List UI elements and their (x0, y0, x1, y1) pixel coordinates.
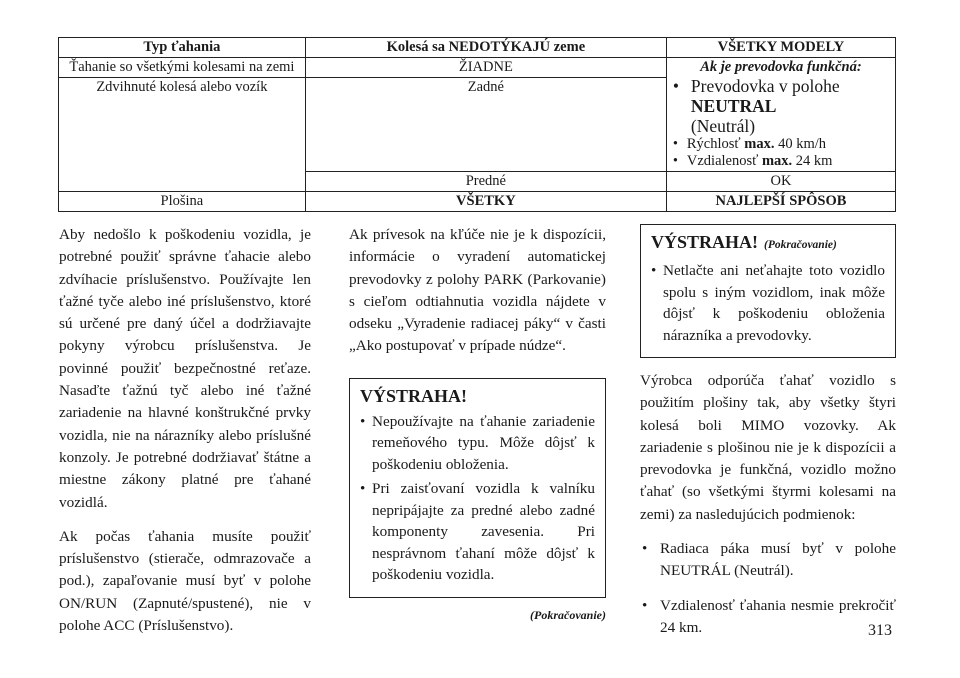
bullet-icon: • (642, 596, 648, 614)
table-header-row (59, 38, 896, 58)
cell-wheels: ŽIADNE (305, 58, 666, 78)
table-row (59, 58, 896, 78)
text: VÝSTRAHA! (651, 232, 759, 252)
list-item (671, 153, 891, 170)
warning-box (640, 224, 896, 358)
column-middle (349, 224, 606, 626)
warning-list (360, 411, 595, 586)
warning-title (651, 231, 885, 256)
list-item (651, 260, 885, 346)
list-item (640, 595, 896, 640)
table-row (59, 192, 896, 212)
continued-note: (Pokračovanie) (530, 607, 606, 622)
text-bold: NEUTRAL (690, 96, 777, 116)
paragraph: Aby nedošlo k poškodeniu vozidla, je potrebné použiť správne ťahacie alebo zdvíhacie príslušenstvo. Používajte len ťažné tyče alebo iné príslušenstvo, ktoré sú určené pre daný účel a dodržiavajte pokyny výrobcu príslušenstva. Je povinné použiť bezpečnostné reťaze. Nasaďte ťažnú tyč alebo iné ťažné zariadenie na hlavné konštrukčné prvky vozidla, nie na nárazníky alebo príslušné konzoly. Je potrebné dodržiavať štátne a miestne zákony platné pre ťahané vozidlá. (59, 226, 311, 511)
cell-wheels: Zadné (305, 78, 666, 172)
text: Prevodovka v polohe (690, 76, 840, 96)
text: 24 km (792, 153, 833, 169)
condition-label: Ak je prevodovka funkčná: (700, 59, 862, 75)
text: 40 km/h (774, 136, 827, 152)
cell-all-models-conditions (666, 58, 895, 172)
text-bold: max. (744, 136, 775, 152)
bullet-icon: • (642, 540, 648, 558)
list-item (671, 76, 891, 136)
list-item (640, 538, 896, 583)
column-right (640, 224, 896, 651)
warning-title: VÝSTRAHA! (360, 385, 468, 406)
bullet-icon: • (360, 480, 366, 498)
bullet-icon: • (672, 153, 678, 169)
list-item (671, 136, 891, 153)
text: Radiaca páka musí byť v polohe NEUTRÁL (Neutrál). (660, 540, 896, 580)
cell-tow-type: Zdvihnuté kolesá alebo vozík (59, 78, 306, 192)
text: Vzdialenosť ťahania nesmie prekročiť 24 km. (660, 596, 896, 636)
cell-wheels: VŠETKY (305, 192, 666, 212)
list-item (360, 411, 595, 476)
text: Rýchlosť (686, 136, 745, 152)
header-tow-type: Typ ťahania (59, 38, 306, 58)
list-item (360, 478, 595, 586)
text: Pri zaisťovaní vozidla k valníku nepripájajte za predné alebo zadné komponenty zavesenia. Pri nesprávnom ťahaní môže dôjsť k poškodeniu vozidla. (372, 480, 595, 584)
cell-wheels: Predné (305, 172, 666, 192)
column-left (59, 224, 311, 649)
towing-table (58, 37, 896, 212)
text-bold: max. (761, 153, 793, 169)
page-number: 313 (868, 622, 892, 639)
text: Vzdialenosť (686, 153, 762, 169)
warning-box (349, 378, 606, 598)
bullet-icon: • (360, 412, 366, 430)
cell-tow-type: Plošina (59, 192, 306, 212)
condition-list (640, 538, 896, 639)
header-all-models: VŠETKY MODELY (666, 38, 895, 58)
cell-all-models: OK (666, 172, 895, 192)
cell-all-models: NAJLEPŠÍ SPÔSOB (666, 192, 895, 212)
text: (Neutrál) (690, 116, 756, 136)
header-wheels-off-ground: Kolesá sa NEDOTÝKAJÚ zeme (305, 38, 666, 58)
paragraph: Výrobca odporúča ťahať vozidlo s použitím plošiny tak, aby všetky štyri kolesá boli MIMO vozovky. Ak zariadenie s plošinou nie je k dispozícii a prevodovka je funkčná, vozidlo možno ťahať (so všetkými štyrmi kolesami na zemi) za nasledujúcich podmienok: (640, 372, 896, 523)
bullet-icon: • (672, 76, 680, 96)
bullet-icon: • (672, 136, 678, 152)
cell-tow-type: Ťahanie so všetkými kolesami na zemi (59, 58, 306, 78)
bullet-icon: • (651, 262, 657, 279)
text: Netlačte ani neťahajte toto vozidlo spolu s iným vozidlom, inak môže dôjsť k poškodeniu obloženia nárazníka a prevodovky. (663, 262, 885, 344)
paragraph: Ak prívesok na kľúče nie je k dispozícii, informácie o vyradení automatickej prevodovky z polohy PARK (Parkovanie) s cieľom odtiahnutia vozidla nájdete v odseku „Vyradenie radiacej páky“ v časti „Ako postupovať v prípade núdze“. (349, 226, 606, 355)
warning-list (651, 260, 885, 346)
text: Nepoužívajte na ťahanie zariadenie remeňového typu. Môže dôjsť k poškodeniu obloženia. (372, 412, 595, 473)
paragraph: Ak počas ťahania musíte použiť príslušenstvo (stierače, odmrazovače a pod.), zapaľovanie musí byť v polohe ON/RUN (Zapnuté/spustené), nie v polohe ACC (Príslušenstvo). (59, 527, 311, 635)
continued-note: (Pokračovanie) (764, 239, 837, 251)
